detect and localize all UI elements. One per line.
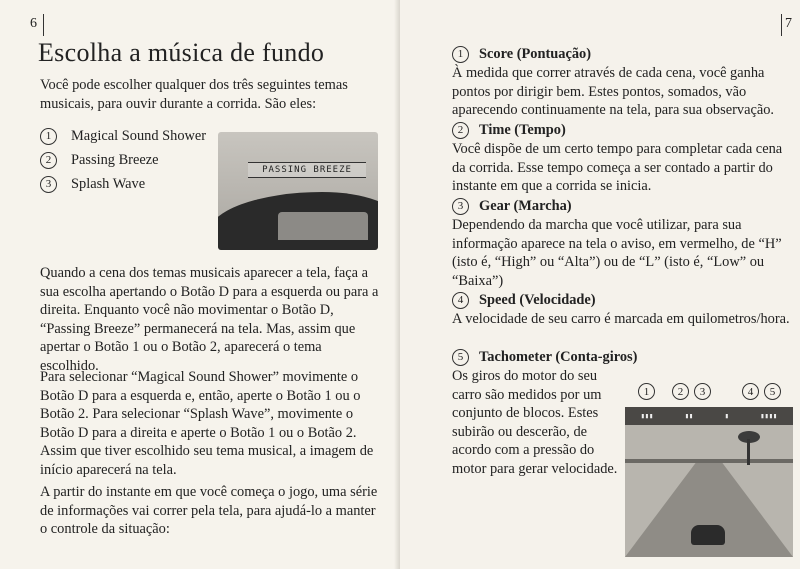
page-number-rule — [781, 14, 782, 36]
circled-number: 1 — [638, 383, 655, 400]
body-paragraph: Para selecionar “Magical Sound Shower” movimente o Botão D para a esquerda e, então, aperte o Botão 1 ou o Botão 2. Para selecionar “Splash Wave”, movimente o Botão D para a direita e aperte o Botão 1 ou o Botão 2. — [40, 369, 361, 441]
hud-block: ▮ — [724, 412, 729, 420]
section-time — [452, 120, 792, 196]
track-item — [40, 148, 220, 172]
section-heading — [452, 196, 792, 216]
music-title-sign: PASSING BREEZE — [248, 162, 366, 178]
hud-block: ▮▮▮▮ — [760, 412, 778, 420]
circled-number: 3 — [694, 383, 711, 400]
section-heading-text: Speed (Velocidade) — [479, 291, 596, 308]
circled-number: 4 — [742, 383, 759, 400]
circled-number: 4 — [452, 292, 469, 309]
page-number-left: 6 — [30, 16, 37, 31]
page-number-rule — [43, 14, 44, 36]
hud-block: ▮▮ — [684, 412, 694, 420]
section-heading-text: Time (Tempo) — [479, 121, 566, 138]
right-page — [400, 0, 800, 569]
circled-number: 2 — [40, 152, 57, 169]
body-paragraph: A partir do instante em que você começa o jogo, uma série de informações vai correr pela tela, para ajudá-lo a manter o controle da situação: — [40, 484, 378, 537]
track-label: Splash Wave — [71, 175, 146, 192]
circled-number: 2 — [452, 122, 469, 139]
track-item — [40, 172, 220, 196]
hud-block: ▮▮▮ — [640, 412, 654, 420]
section-heading-text: Tachometer (Conta-giros) — [479, 348, 638, 365]
section-heading-text: Score (Pontuação) — [479, 45, 592, 62]
game-hud-bar — [625, 407, 793, 425]
section-heading — [452, 120, 792, 140]
circled-number: 2 — [672, 383, 689, 400]
circled-number: 3 — [40, 176, 57, 193]
body-paragraph: Quando a cena dos temas musicais aparecer a tela, faça a sua escolha apertando o Botão D para a esquerda ou para a direita. Enquanto você não movimentar o Botão D, “Passing Breeze” permanecerá na tela. Mas, assim que apertar o Botão 1 ou o Botão 2, aparecerá o tema escolhido. — [40, 265, 379, 374]
race-screenshot — [625, 407, 793, 557]
section-heading — [452, 44, 792, 64]
intro-paragraph: Você pode escolher qualquer dos três seguintes temas musicais, para ouvir durante a corrida. São eles: — [40, 77, 348, 112]
player-car — [691, 525, 725, 545]
section-body: A velocidade de seu carro é marcada em quilometros/hora. — [452, 311, 790, 327]
track-list — [40, 124, 220, 196]
car-windshield — [278, 212, 368, 240]
circled-number: 5 — [452, 349, 469, 366]
body-paragraph: Assim que tiver escolhido seu tema musical, a imagem de início aparecerá na tela. — [40, 443, 374, 478]
track-label: Magical Sound Shower — [71, 127, 207, 144]
section-heading — [452, 290, 792, 310]
section-score — [452, 44, 792, 120]
section-gear — [452, 196, 792, 290]
section-speed — [452, 290, 792, 329]
music-select-screenshot — [218, 132, 378, 250]
hud-callout-labels — [626, 383, 796, 403]
section-heading — [452, 347, 792, 367]
page-number-right: 7 — [785, 16, 792, 31]
track-label: Passing Breeze — [71, 151, 159, 168]
circled-number: 3 — [452, 198, 469, 215]
circled-number: 1 — [452, 46, 469, 63]
section-body: Você dispõe de um certo tempo para completar cada cena da corrida. Esse tempo começa a ser contado a partir do instante em que a corrida se inicia. — [452, 141, 783, 194]
circled-number: 5 — [764, 383, 781, 400]
track-item — [40, 124, 220, 148]
section-body: À medida que correr através de cada cena, você ganha pontos por dirigir bem. Estes pontos, somados, vão aparecendo continuamente na tela, para sua observação. — [452, 65, 775, 118]
horizon-line — [625, 459, 793, 463]
page-title: Escolha a música de fundo — [38, 38, 325, 67]
section-heading-text: Gear (Marcha) — [479, 197, 572, 214]
section-body: Os giros do motor do seu carro são medidos por um conjunto de blocos. Estes subirão ou descerão, de acordo com a pressão do motor para gerar velocidade. — [452, 368, 618, 477]
section-body: Dependendo da marcha que você utilizar, para sua informação aparece na tela o aviso, em vermelho, de “H” (isto é, “High” ou “Alta”) ou de “L” (isto é, “Low” ou “Baixa”) — [452, 217, 782, 289]
palm-tree-trunk — [747, 439, 750, 465]
circled-number: 1 — [40, 128, 57, 145]
